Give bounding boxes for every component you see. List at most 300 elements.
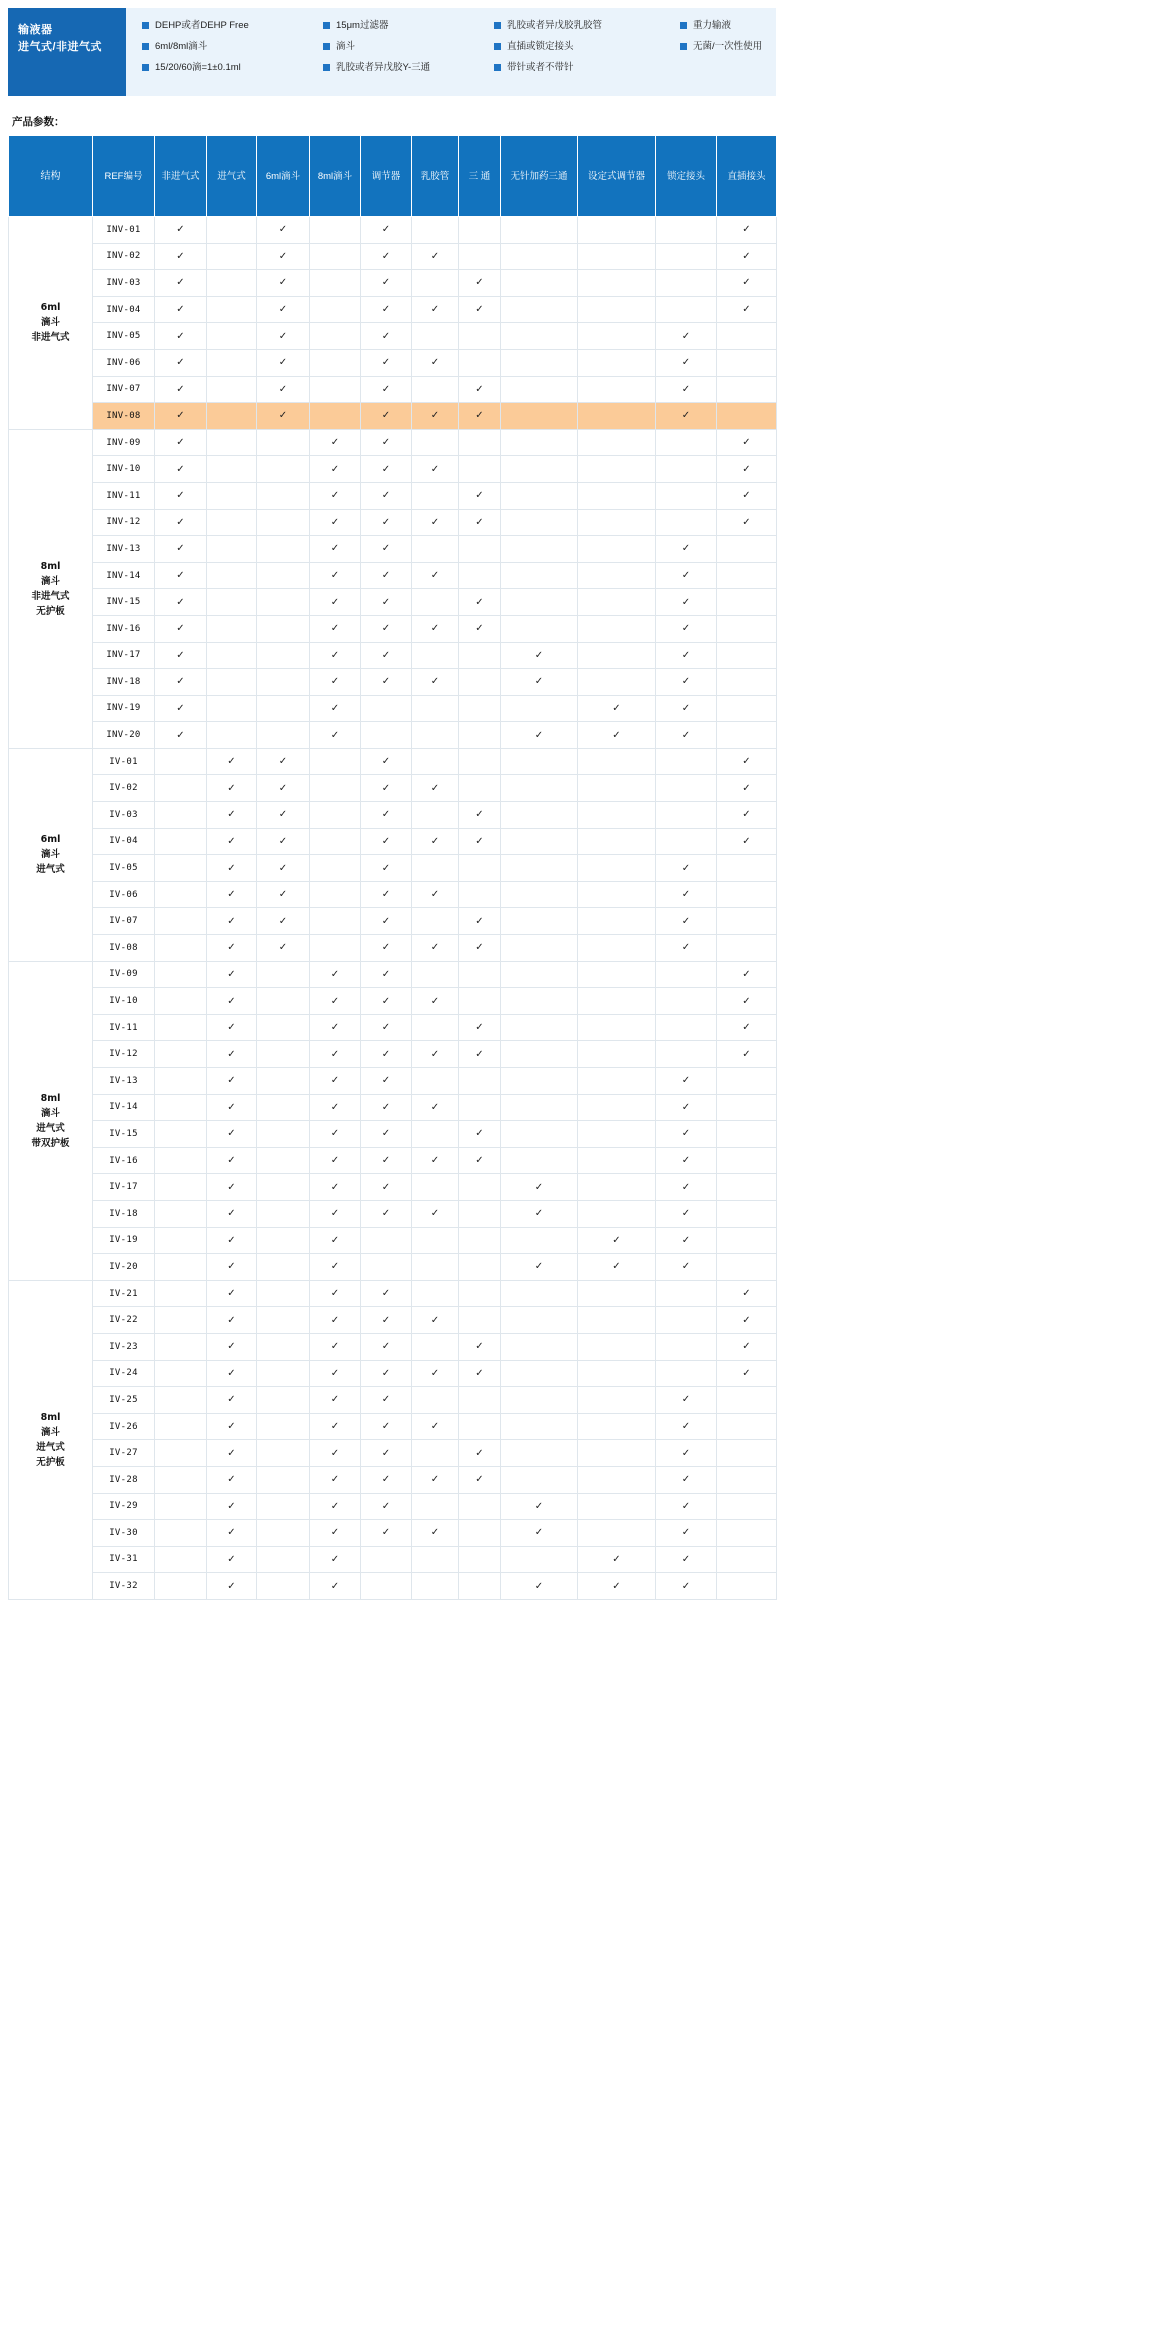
check-icon: ✓ bbox=[681, 410, 691, 422]
table-row bbox=[9, 1280, 777, 1307]
cell-feature bbox=[361, 961, 412, 988]
cell-feature bbox=[310, 429, 361, 456]
cell-feature bbox=[501, 403, 578, 430]
check-icon: ✓ bbox=[381, 357, 391, 369]
check-icon: ✓ bbox=[330, 1101, 340, 1113]
cell-feature bbox=[310, 988, 361, 1015]
column-header-vented: 进气式 bbox=[207, 136, 257, 217]
check-icon: ✓ bbox=[381, 1128, 391, 1140]
check-icon: ✓ bbox=[681, 1447, 691, 1459]
column-header-dial-flow-regulator: 设定式调节器 bbox=[578, 136, 656, 217]
cell-ref: IV-29 bbox=[93, 1493, 155, 1520]
cell-feature bbox=[501, 1147, 578, 1174]
cell-feature bbox=[155, 802, 207, 829]
cell-feature bbox=[412, 1174, 459, 1201]
cell-ref: IV-21 bbox=[93, 1280, 155, 1307]
table-row bbox=[9, 1413, 777, 1440]
cell-feature bbox=[361, 802, 412, 829]
cell-feature bbox=[656, 1174, 717, 1201]
cell-feature bbox=[310, 855, 361, 882]
cell-feature bbox=[656, 217, 717, 244]
check-icon: ✓ bbox=[278, 835, 288, 847]
cell-feature bbox=[361, 722, 412, 749]
cell-feature bbox=[459, 1333, 501, 1360]
feature-item bbox=[323, 20, 488, 32]
check-icon: ✓ bbox=[381, 862, 391, 874]
cell-feature bbox=[459, 748, 501, 775]
table-row bbox=[9, 1014, 777, 1041]
check-icon: ✓ bbox=[475, 1048, 484, 1060]
cell-feature bbox=[310, 349, 361, 376]
cell-feature bbox=[155, 1440, 207, 1467]
cell-ref: INV-17 bbox=[93, 642, 155, 669]
product-banner bbox=[8, 8, 776, 96]
cell-feature bbox=[656, 1466, 717, 1493]
check-icon: ✓ bbox=[330, 649, 340, 661]
cell-feature bbox=[155, 482, 207, 509]
cell-feature bbox=[207, 748, 257, 775]
check-icon: ✓ bbox=[330, 1394, 340, 1406]
check-icon: ✓ bbox=[176, 304, 185, 316]
check-icon: ✓ bbox=[227, 1553, 236, 1565]
cell-feature bbox=[361, 695, 412, 722]
check-icon: ✓ bbox=[176, 490, 185, 502]
check-icon: ✓ bbox=[176, 437, 185, 449]
cell-feature bbox=[361, 1068, 412, 1095]
cell-feature bbox=[412, 908, 459, 935]
check-icon: ✓ bbox=[742, 782, 751, 794]
table-row bbox=[9, 669, 777, 696]
cell-feature bbox=[310, 403, 361, 430]
cell-feature bbox=[257, 722, 310, 749]
cell-feature bbox=[361, 1546, 412, 1573]
cell-feature bbox=[207, 243, 257, 270]
check-icon: ✓ bbox=[681, 1553, 691, 1565]
cell-feature bbox=[501, 695, 578, 722]
check-icon: ✓ bbox=[381, 224, 391, 236]
check-icon: ✓ bbox=[475, 623, 484, 635]
check-icon: ✓ bbox=[381, 782, 391, 794]
cell-feature bbox=[207, 1147, 257, 1174]
cell-feature bbox=[459, 1094, 501, 1121]
cell-feature bbox=[257, 615, 310, 642]
cell-feature bbox=[459, 615, 501, 642]
cell-feature bbox=[207, 270, 257, 297]
cell-feature bbox=[656, 935, 717, 962]
cell-feature bbox=[257, 1520, 310, 1547]
cell-feature bbox=[412, 1466, 459, 1493]
check-icon: ✓ bbox=[330, 543, 340, 555]
cell-feature bbox=[501, 323, 578, 350]
cell-feature bbox=[578, 695, 656, 722]
cell-feature bbox=[207, 1573, 257, 1600]
cell-feature bbox=[155, 828, 207, 855]
cell-feature bbox=[656, 1520, 717, 1547]
check-icon: ✓ bbox=[612, 1580, 621, 1592]
cell-feature bbox=[155, 695, 207, 722]
cell-feature bbox=[412, 1068, 459, 1095]
check-icon: ✓ bbox=[430, 889, 440, 901]
check-icon: ✓ bbox=[381, 1048, 391, 1060]
column-header-non-vented: 非进气式 bbox=[155, 136, 207, 217]
check-icon: ✓ bbox=[381, 942, 391, 954]
cell-feature bbox=[310, 243, 361, 270]
check-icon: ✓ bbox=[430, 1155, 440, 1167]
cell-feature bbox=[578, 908, 656, 935]
cell-ref: IV-27 bbox=[93, 1440, 155, 1467]
cell-feature bbox=[717, 376, 777, 403]
cell-feature bbox=[207, 961, 257, 988]
check-icon: ✓ bbox=[742, 1022, 751, 1034]
cell-feature bbox=[207, 1094, 257, 1121]
cell-feature bbox=[412, 1546, 459, 1573]
cell-feature bbox=[207, 615, 257, 642]
feature-label: 15μm过滤器 bbox=[336, 20, 389, 31]
check-icon: ✓ bbox=[534, 1580, 544, 1592]
check-icon: ✓ bbox=[430, 1208, 440, 1220]
cell-feature bbox=[257, 1014, 310, 1041]
check-icon: ✓ bbox=[278, 277, 288, 289]
cell-feature bbox=[656, 562, 717, 589]
check-icon: ✓ bbox=[381, 649, 391, 661]
cell-feature bbox=[257, 1493, 310, 1520]
cell-feature bbox=[717, 1068, 777, 1095]
check-icon: ✓ bbox=[227, 1500, 236, 1512]
cell-feature bbox=[459, 1520, 501, 1547]
cell-feature bbox=[412, 1147, 459, 1174]
check-icon: ✓ bbox=[612, 729, 621, 741]
cell-feature bbox=[656, 376, 717, 403]
cell-feature bbox=[361, 935, 412, 962]
cell-feature bbox=[578, 881, 656, 908]
check-icon: ✓ bbox=[381, 1394, 391, 1406]
check-icon: ✓ bbox=[681, 889, 691, 901]
cell-feature bbox=[310, 1280, 361, 1307]
cell-feature bbox=[717, 1493, 777, 1520]
cell-feature bbox=[412, 589, 459, 616]
feature-label: 直插或锁定接头 bbox=[507, 41, 574, 52]
cell-feature bbox=[501, 1254, 578, 1281]
check-icon: ✓ bbox=[681, 543, 691, 555]
cell-feature bbox=[459, 1466, 501, 1493]
cell-feature bbox=[501, 482, 578, 509]
bullet-square-icon bbox=[494, 43, 501, 50]
cell-feature bbox=[717, 828, 777, 855]
check-icon: ✓ bbox=[534, 1208, 544, 1220]
check-icon: ✓ bbox=[381, 1101, 391, 1113]
check-icon: ✓ bbox=[681, 676, 691, 688]
cell-feature bbox=[501, 562, 578, 589]
cell-feature bbox=[361, 482, 412, 509]
cell-feature bbox=[207, 403, 257, 430]
check-icon: ✓ bbox=[475, 516, 484, 528]
cell-feature bbox=[656, 1333, 717, 1360]
cell-feature bbox=[155, 908, 207, 935]
cell-feature bbox=[310, 1014, 361, 1041]
cell-feature bbox=[207, 988, 257, 1015]
check-icon: ✓ bbox=[278, 862, 288, 874]
cell-feature bbox=[155, 1068, 207, 1095]
cell-ref: IV-23 bbox=[93, 1333, 155, 1360]
group-label: 8ml 滴斗 进气式 带双护板 bbox=[9, 961, 93, 1280]
cell-feature bbox=[717, 615, 777, 642]
cell-feature bbox=[501, 509, 578, 536]
cell-feature bbox=[501, 1493, 578, 1520]
cell-feature bbox=[717, 669, 777, 696]
cell-feature bbox=[501, 1174, 578, 1201]
cell-feature bbox=[155, 1254, 207, 1281]
check-icon: ✓ bbox=[176, 250, 185, 262]
cell-feature bbox=[578, 403, 656, 430]
cell-feature bbox=[578, 935, 656, 962]
cell-feature bbox=[717, 748, 777, 775]
cell-feature bbox=[412, 1227, 459, 1254]
check-icon: ✓ bbox=[227, 782, 236, 794]
cell-feature bbox=[501, 881, 578, 908]
cell-feature bbox=[578, 296, 656, 323]
cell-feature bbox=[459, 403, 501, 430]
cell-feature bbox=[361, 1466, 412, 1493]
table-row bbox=[9, 1546, 777, 1573]
check-icon: ✓ bbox=[330, 1421, 340, 1433]
bullet-square-icon bbox=[494, 22, 501, 29]
cell-feature bbox=[257, 429, 310, 456]
cell-feature bbox=[578, 1254, 656, 1281]
cell-feature bbox=[412, 1333, 459, 1360]
bullet-square-icon bbox=[323, 43, 330, 50]
cell-feature bbox=[459, 961, 501, 988]
cell-feature bbox=[361, 1387, 412, 1414]
check-icon: ✓ bbox=[681, 915, 691, 927]
cell-feature bbox=[412, 1573, 459, 1600]
cell-feature bbox=[717, 270, 777, 297]
cell-feature bbox=[578, 1440, 656, 1467]
check-icon: ✓ bbox=[475, 596, 484, 608]
cell-feature bbox=[412, 748, 459, 775]
check-icon: ✓ bbox=[430, 1048, 440, 1060]
cell-feature bbox=[578, 1147, 656, 1174]
cell-feature bbox=[207, 1307, 257, 1334]
cell-feature bbox=[155, 1121, 207, 1148]
cell-feature bbox=[501, 1200, 578, 1227]
cell-feature bbox=[656, 695, 717, 722]
cell-feature bbox=[501, 1413, 578, 1440]
cell-feature bbox=[412, 1014, 459, 1041]
check-icon: ✓ bbox=[381, 437, 391, 449]
table-row bbox=[9, 988, 777, 1015]
cell-feature bbox=[578, 1280, 656, 1307]
check-icon: ✓ bbox=[381, 463, 391, 475]
cell-feature bbox=[717, 1413, 777, 1440]
cell-feature bbox=[717, 988, 777, 1015]
table-row bbox=[9, 482, 777, 509]
bullet-square-icon bbox=[323, 22, 330, 29]
check-icon: ✓ bbox=[176, 649, 185, 661]
cell-feature bbox=[412, 1254, 459, 1281]
cell-feature bbox=[459, 589, 501, 616]
check-icon: ✓ bbox=[227, 1261, 236, 1273]
cell-feature bbox=[459, 509, 501, 536]
cell-feature bbox=[310, 908, 361, 935]
cell-feature bbox=[155, 562, 207, 589]
check-icon: ✓ bbox=[475, 835, 484, 847]
cell-feature bbox=[459, 1493, 501, 1520]
cell-feature bbox=[501, 1360, 578, 1387]
cell-feature bbox=[459, 881, 501, 908]
cell-feature bbox=[361, 881, 412, 908]
check-icon: ✓ bbox=[430, 250, 440, 262]
check-icon: ✓ bbox=[176, 330, 185, 342]
cell-feature bbox=[207, 722, 257, 749]
check-icon: ✓ bbox=[176, 623, 185, 635]
cell-feature bbox=[656, 1121, 717, 1148]
cell-feature bbox=[459, 1174, 501, 1201]
cell-feature bbox=[459, 1068, 501, 1095]
cell-feature bbox=[501, 935, 578, 962]
cell-feature bbox=[656, 881, 717, 908]
cell-feature bbox=[412, 1440, 459, 1467]
check-icon: ✓ bbox=[227, 1447, 236, 1459]
cell-feature bbox=[310, 1174, 361, 1201]
cell-feature bbox=[155, 1280, 207, 1307]
cell-feature bbox=[412, 456, 459, 483]
cell-ref: IV-20 bbox=[93, 1254, 155, 1281]
cell-feature bbox=[155, 403, 207, 430]
check-icon: ✓ bbox=[475, 809, 484, 821]
cell-feature bbox=[459, 1413, 501, 1440]
cell-feature bbox=[155, 615, 207, 642]
cell-feature bbox=[257, 1360, 310, 1387]
cell-feature bbox=[155, 1307, 207, 1334]
feature-item bbox=[494, 41, 674, 53]
check-icon: ✓ bbox=[742, 835, 751, 847]
cell-feature bbox=[310, 1520, 361, 1547]
cell-feature bbox=[207, 1041, 257, 1068]
table-row bbox=[9, 935, 777, 962]
cell-feature bbox=[578, 217, 656, 244]
check-icon: ✓ bbox=[742, 437, 751, 449]
check-icon: ✓ bbox=[227, 995, 236, 1007]
cell-feature bbox=[501, 589, 578, 616]
check-icon: ✓ bbox=[176, 516, 185, 528]
cell-feature bbox=[501, 722, 578, 749]
cell-feature bbox=[412, 1360, 459, 1387]
cell-feature bbox=[412, 429, 459, 456]
cell-feature bbox=[717, 1147, 777, 1174]
cell-feature bbox=[656, 802, 717, 829]
cell-feature bbox=[361, 828, 412, 855]
cell-feature bbox=[155, 270, 207, 297]
cell-feature bbox=[578, 615, 656, 642]
check-icon: ✓ bbox=[330, 1155, 340, 1167]
cell-ref: INV-07 bbox=[93, 376, 155, 403]
check-icon: ✓ bbox=[534, 649, 544, 661]
cell-feature bbox=[501, 1280, 578, 1307]
check-icon: ✓ bbox=[227, 1075, 236, 1087]
check-icon: ✓ bbox=[330, 1500, 340, 1512]
check-icon: ✓ bbox=[381, 623, 391, 635]
check-icon: ✓ bbox=[381, 570, 391, 582]
check-icon: ✓ bbox=[381, 1075, 391, 1087]
check-icon: ✓ bbox=[681, 1101, 691, 1113]
cell-feature bbox=[656, 722, 717, 749]
cell-feature bbox=[501, 1307, 578, 1334]
cell-feature bbox=[656, 1387, 717, 1414]
cell-feature bbox=[578, 1094, 656, 1121]
cell-feature bbox=[656, 1307, 717, 1334]
cell-feature bbox=[310, 217, 361, 244]
cell-feature bbox=[412, 1200, 459, 1227]
cell-feature bbox=[656, 908, 717, 935]
cell-feature bbox=[717, 642, 777, 669]
check-icon: ✓ bbox=[681, 1580, 691, 1592]
cell-feature bbox=[257, 217, 310, 244]
cell-feature bbox=[459, 1147, 501, 1174]
check-icon: ✓ bbox=[227, 862, 236, 874]
section-label: 产品参数： bbox=[12, 116, 65, 128]
cell-feature bbox=[207, 642, 257, 669]
table-row bbox=[9, 615, 777, 642]
cell-feature bbox=[361, 1254, 412, 1281]
cell-feature bbox=[310, 1227, 361, 1254]
cell-feature bbox=[310, 775, 361, 802]
check-icon: ✓ bbox=[681, 330, 691, 342]
cell-feature bbox=[257, 1147, 310, 1174]
check-icon: ✓ bbox=[430, 1101, 440, 1113]
cell-feature bbox=[459, 1573, 501, 1600]
check-icon: ✓ bbox=[534, 729, 544, 741]
group-label: 6ml 滴斗 非进气式 bbox=[9, 217, 93, 430]
cell-feature bbox=[578, 642, 656, 669]
cell-feature bbox=[257, 1094, 310, 1121]
check-icon: ✓ bbox=[612, 1234, 621, 1246]
cell-feature bbox=[578, 456, 656, 483]
check-icon: ✓ bbox=[227, 835, 236, 847]
cell-feature bbox=[459, 802, 501, 829]
table-row bbox=[9, 1466, 777, 1493]
cell-ref: INV-02 bbox=[93, 243, 155, 270]
check-icon: ✓ bbox=[227, 1341, 236, 1353]
cell-feature bbox=[501, 1227, 578, 1254]
cell-feature bbox=[257, 509, 310, 536]
cell-ref: IV-12 bbox=[93, 1041, 155, 1068]
feature-label: 滴斗 bbox=[336, 41, 356, 52]
cell-feature bbox=[459, 642, 501, 669]
cell-ref: INV-11 bbox=[93, 482, 155, 509]
cell-ref: INV-19 bbox=[93, 695, 155, 722]
table-row bbox=[9, 1174, 777, 1201]
check-icon: ✓ bbox=[278, 357, 288, 369]
table-row bbox=[9, 217, 777, 244]
cell-feature bbox=[656, 589, 717, 616]
cell-feature bbox=[310, 1147, 361, 1174]
check-icon: ✓ bbox=[681, 570, 691, 582]
cell-feature bbox=[257, 1280, 310, 1307]
check-icon: ✓ bbox=[381, 1208, 391, 1220]
cell-feature bbox=[656, 1360, 717, 1387]
check-icon: ✓ bbox=[278, 809, 288, 821]
cell-feature bbox=[361, 669, 412, 696]
cell-feature bbox=[656, 1068, 717, 1095]
cell-feature bbox=[257, 1041, 310, 1068]
cell-feature bbox=[207, 217, 257, 244]
check-icon: ✓ bbox=[176, 570, 185, 582]
cell-feature bbox=[412, 296, 459, 323]
cell-feature bbox=[155, 1333, 207, 1360]
check-icon: ✓ bbox=[330, 490, 340, 502]
check-icon: ✓ bbox=[227, 1208, 236, 1220]
table-row bbox=[9, 429, 777, 456]
